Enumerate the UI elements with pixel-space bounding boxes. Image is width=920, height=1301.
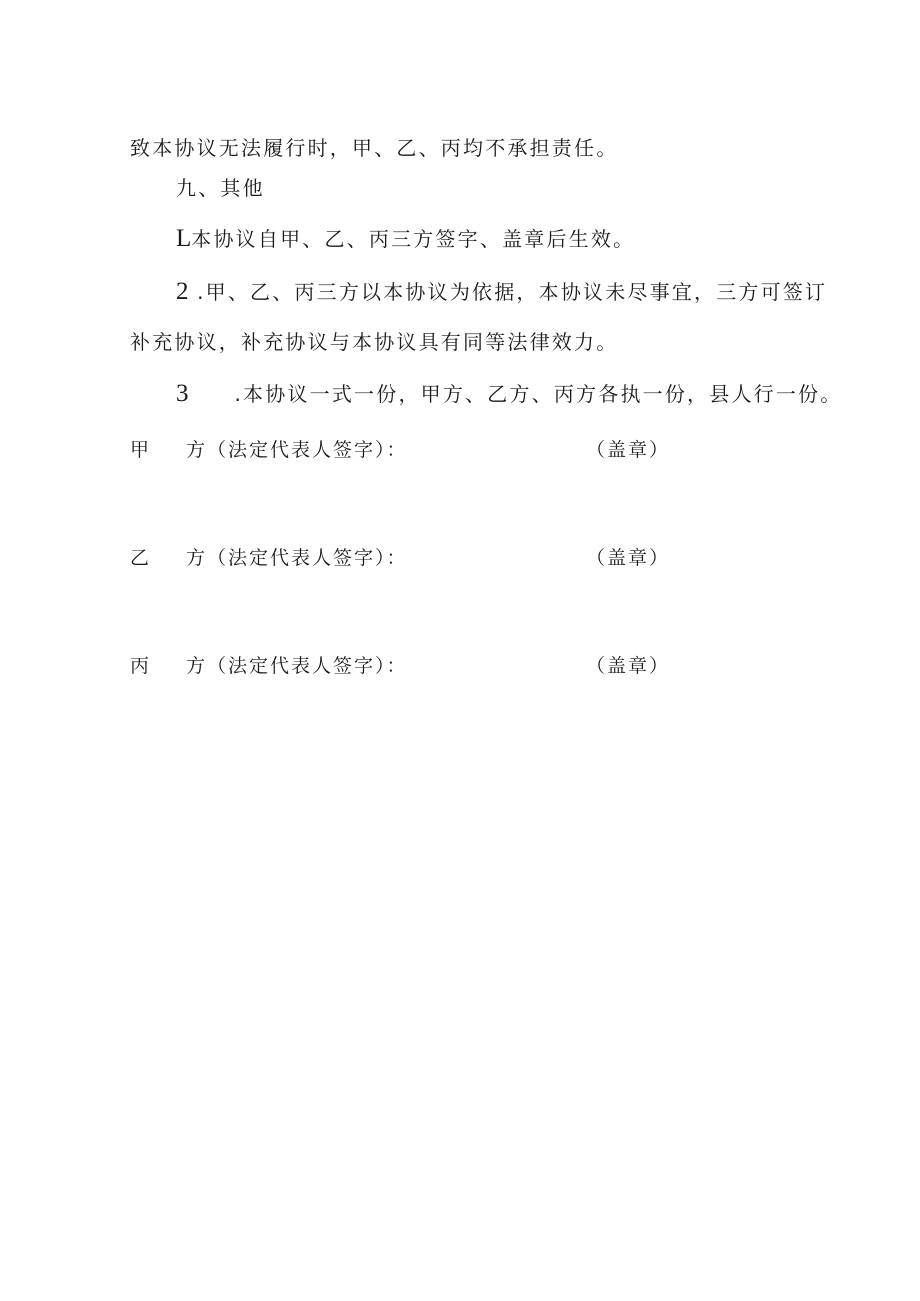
stamp-label-c: （盖章） bbox=[586, 655, 671, 677]
clause-item-1 bbox=[176, 225, 635, 253]
clause-text-1: 本协议自甲、乙、丙三方签字、盖章后生效。 bbox=[191, 227, 636, 251]
clause-text-2-continuation: 补充协议，补充协议与本协议具有同等法律效力。 bbox=[130, 330, 619, 354]
clause-item-3 bbox=[176, 380, 842, 408]
clause-number-2: 2 bbox=[176, 278, 189, 305]
signature-party-a: 甲 bbox=[130, 439, 152, 461]
clause-number-3: 3 bbox=[176, 380, 189, 407]
clause-number-1: L bbox=[176, 225, 192, 252]
clause-text-3: .本协议一式一份，甲方、乙方、丙方各执一份，县人行一份。 bbox=[234, 382, 843, 406]
body-line-1: 致本协议无法履行时，甲、乙、丙均不承担责任。 bbox=[130, 136, 619, 160]
signature-label-c: 方（法定代表人签字）： bbox=[186, 655, 408, 677]
stamp-label-b: （盖章） bbox=[586, 547, 671, 569]
section-heading: 九、其他 bbox=[176, 176, 265, 200]
signature-party-c: 丙 bbox=[130, 655, 152, 677]
signature-label-b: 方（法定代表人签字）： bbox=[186, 547, 408, 569]
signature-label-a: 方（法定代表人签字）： bbox=[186, 439, 408, 461]
clause-item-2 bbox=[176, 278, 827, 306]
signature-party-b: 乙 bbox=[130, 547, 152, 569]
clause-text-2: .甲、乙、丙三方以本协议为依据，本协议未尽事宜，三方可签订 bbox=[197, 280, 828, 304]
stamp-label-a: （盖章） bbox=[586, 439, 671, 461]
